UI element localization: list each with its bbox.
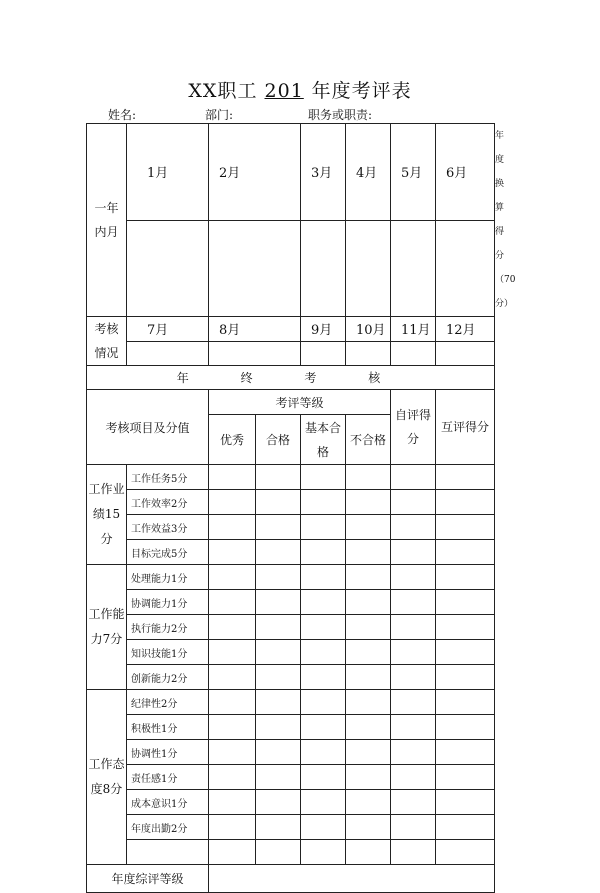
score-cell[interactable] [256,615,301,640]
month-cell: 10月 [346,317,391,342]
criteria-item: 成本意识1分 [127,790,209,815]
score-cell[interactable] [301,665,346,690]
score-cell[interactable] [301,465,346,490]
score-cell[interactable] [209,540,256,565]
overall-grade-label: 年度综评等级 [87,865,209,893]
monthly-label-bottom: 考核 情况 [87,317,127,366]
year-end-banner: 年 终 考 核 [87,366,495,390]
score-cell[interactable] [209,790,256,815]
score-cell[interactable] [256,540,301,565]
score-cell[interactable] [346,840,391,865]
criteria-item: 纪律性2分 [127,690,209,715]
score-cell[interactable] [346,515,391,540]
score-cell[interactable] [209,840,256,865]
criteria-item: 工作效率2分 [127,490,209,515]
month-cell: 7月 [127,317,209,342]
score-cell[interactable] [301,790,346,815]
criteria-item: 协调能力1分 [127,590,209,615]
score-cell[interactable] [301,715,346,740]
score-cell[interactable] [209,515,256,540]
score-cell[interactable] [391,565,436,590]
section-label-attitude: 工作态度8分 [87,690,127,865]
score-cell[interactable] [391,790,436,815]
criteria-item: 年度出勤2分 [127,815,209,840]
score-cell[interactable] [346,540,391,565]
month-cell: 3月 [301,124,346,221]
score-cell[interactable] [301,565,346,590]
month-score-cell[interactable] [209,220,301,317]
score-cell[interactable] [346,715,391,740]
score-cell[interactable] [436,540,495,565]
score-cell[interactable] [301,540,346,565]
score-cell[interactable] [391,465,436,490]
score-cell[interactable] [256,665,301,690]
score-cell[interactable] [346,465,391,490]
score-cell[interactable] [209,715,256,740]
score-cell[interactable] [209,615,256,640]
score-cell[interactable] [436,740,495,765]
score-cell[interactable] [391,665,436,690]
month-score-cell[interactable] [127,341,209,366]
month-score-cell[interactable] [436,341,495,366]
grade-fail: 不合格 [346,415,391,465]
score-cell[interactable] [391,815,436,840]
criteria-item: 目标完成5分 [127,540,209,565]
month-score-cell[interactable] [391,220,436,317]
score-cell[interactable] [346,615,391,640]
score-cell[interactable] [256,815,301,840]
month-cell: 12月 [436,317,495,342]
score-cell[interactable] [346,490,391,515]
score-cell[interactable] [256,690,301,715]
score-cell[interactable] [256,590,301,615]
mutual-score-header: 互评得分 [436,390,495,465]
score-cell[interactable] [346,565,391,590]
score-cell[interactable] [436,765,495,790]
page-title: XX职工 201 年度考评表 [188,80,412,102]
department-label: 部门: [205,108,234,122]
score-cell[interactable] [256,715,301,740]
score-cell[interactable] [436,665,495,690]
overall-grade-field[interactable] [209,865,495,893]
score-cell[interactable] [209,815,256,840]
score-cell[interactable] [436,490,495,515]
score-cell[interactable] [256,565,301,590]
score-cell[interactable] [301,740,346,765]
score-cell[interactable] [346,790,391,815]
score-cell[interactable] [346,690,391,715]
score-cell[interactable] [391,740,436,765]
monthly-label-top: 一年 内月 [87,124,127,317]
score-cell[interactable] [256,490,301,515]
month-cell: 9月 [301,317,346,342]
criteria-item: 创新能力2分 [127,665,209,690]
score-cell[interactable] [209,465,256,490]
month-cell: 2月 [209,124,301,221]
position-label: 职务或职责: [308,108,373,122]
score-cell[interactable] [209,690,256,715]
score-cell[interactable] [391,515,436,540]
score-cell[interactable] [209,490,256,515]
self-score-header: 自评得分 [391,390,436,465]
score-cell[interactable] [301,815,346,840]
score-cell[interactable] [436,615,495,640]
score-cell[interactable] [391,640,436,665]
year-field[interactable]: 201 [264,80,304,102]
score-cell[interactable] [209,590,256,615]
criteria-item: 工作效益3分 [127,515,209,540]
grade-pass: 合格 [256,415,301,465]
score-cell[interactable] [391,715,436,740]
evaluation-table: 一年 内月 1月 2月 3月 4月 5月 6月 年度换算得 分（70分） 考核 情况 7月 8月 9月 10月 11月 12月 年 终 考 核 考核项目及分值 考评等级 自评得分 互评得分 优秀 合格 基本合格 不合格 工作业绩15分 工作任务5分 工作效率2分 工作效益3分 目标完成5分 工作能力7分 处理能力1分 协调能力1分 执行能力2分 知识技能1分 创新能力2分 工作态度8分 纪律性2分 积极性1分 协调性1分 责任感1分 成本意识1分 年度出勤2分 年度综评等级 [86,123,495,893]
score-cell[interactable] [256,515,301,540]
month-score-cell[interactable] [209,341,301,366]
score-cell[interactable] [301,765,346,790]
score-cell[interactable] [209,740,256,765]
criteria-item: 工作任务5分 [127,465,209,490]
month-score-cell[interactable] [436,220,495,317]
month-cell: 4月 [346,124,391,221]
month-score-cell[interactable] [346,341,391,366]
score-cell[interactable] [391,540,436,565]
score-cell[interactable] [301,515,346,540]
score-cell[interactable] [391,840,436,865]
score-cell[interactable] [301,490,346,515]
criteria-item: 积极性1分 [127,715,209,740]
score-cell[interactable] [391,765,436,790]
score-cell[interactable] [391,690,436,715]
score-cell[interactable] [436,815,495,840]
month-cell: 11月 [391,317,436,342]
score-cell[interactable] [301,615,346,640]
score-cell[interactable] [346,590,391,615]
criteria-item: 处理能力1分 [127,565,209,590]
month-cell: 1月 [127,124,209,221]
score-cell[interactable] [256,640,301,665]
score-cell[interactable] [209,665,256,690]
score-cell[interactable] [346,765,391,790]
score-cell[interactable] [256,790,301,815]
month-score-cell[interactable] [346,220,391,317]
criteria-item: 执行能力2分 [127,615,209,640]
score-cell[interactable] [436,690,495,715]
month-score-cell[interactable] [127,220,209,317]
score-cell[interactable] [256,840,301,865]
score-cell[interactable] [436,465,495,490]
score-cell[interactable] [346,665,391,690]
name-label: 姓名: [108,108,137,122]
score-cell[interactable] [436,565,495,590]
score-cell[interactable] [391,615,436,640]
score-cell[interactable] [436,515,495,540]
score-cell[interactable] [391,590,436,615]
score-cell[interactable] [256,740,301,765]
score-cell[interactable] [436,790,495,815]
month-score-cell[interactable] [301,220,346,317]
month-cell: 5月 [391,124,436,221]
grade-basic-pass: 基本合格 [301,415,346,465]
score-cell[interactable] [256,765,301,790]
score-cell[interactable] [209,640,256,665]
items-header: 考核项目及分值 [87,390,209,465]
score-cell[interactable] [346,640,391,665]
score-cell[interactable] [436,640,495,665]
score-cell[interactable] [209,565,256,590]
score-cell[interactable] [301,590,346,615]
section-label-ability: 工作能力7分 [87,565,127,690]
score-cell[interactable] [436,840,495,865]
score-cell[interactable] [391,490,436,515]
score-cell[interactable] [301,690,346,715]
score-cell[interactable] [346,740,391,765]
score-cell[interactable] [301,640,346,665]
grade-header: 考评等级 [209,390,391,415]
score-cell[interactable] [346,815,391,840]
criteria-item: 协调性1分 [127,740,209,765]
score-cell[interactable] [436,715,495,740]
criteria-item: 知识技能1分 [127,640,209,665]
section-label-performance: 工作业绩15分 [87,465,127,565]
score-cell[interactable] [209,765,256,790]
month-score-cell[interactable] [391,341,436,366]
score-cell[interactable] [301,840,346,865]
score-cell[interactable] [256,465,301,490]
month-score-cell[interactable] [301,341,346,366]
criteria-item: 责任感1分 [127,765,209,790]
score-cell[interactable] [436,590,495,615]
month-cell: 6月 [436,124,495,221]
grade-excellent: 优秀 [209,415,256,465]
month-cell: 8月 [209,317,301,342]
criteria-item [127,840,209,865]
